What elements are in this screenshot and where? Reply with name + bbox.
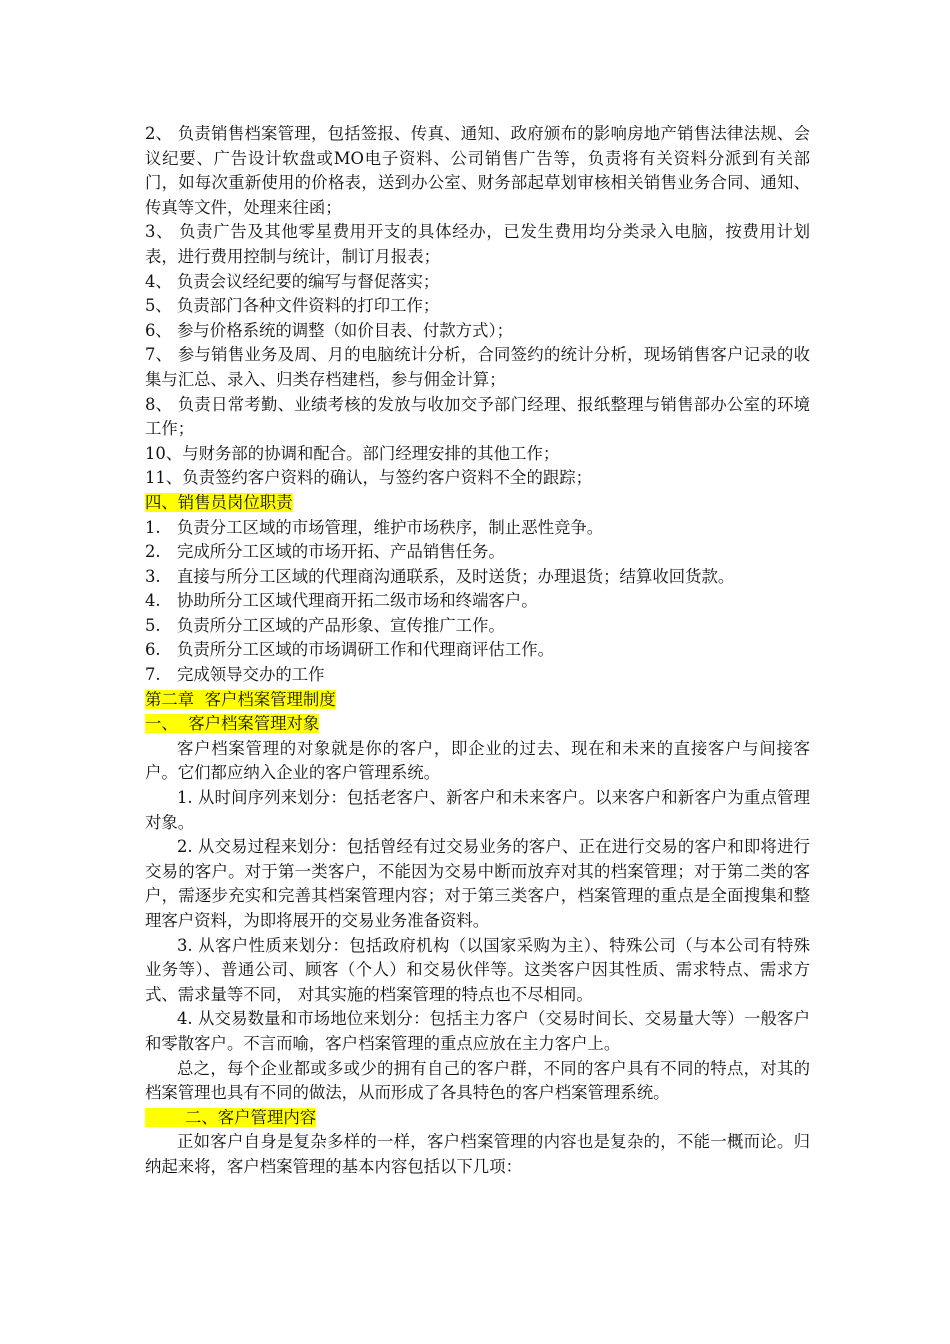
body-paragraph: 客户档案管理的对象就是你的客户，即企业的过去、现在和未来的直接客户与间接客户。它们都应纳入企业的客户管理系统。 [145, 738, 810, 783]
duty-item-4: 4、 负责会议经纪要的编写与督促落实； [145, 271, 440, 291]
body-paragraph: 4. 从交易数量和市场地位来划分：包括主力客户（交易时间长、交易量大等）一般客户和零散客户。不言而喻，客户档案管理的重点应放在主力客户上。 [145, 1009, 810, 1053]
section-heading [145, 491, 810, 516]
list-text: 直接与所分工区域的代理商沟通联系，及时送货；办理退货；结算收回货款。 [177, 566, 735, 586]
duty-item-3: 3、 负责广告及其他零星费用开支的具体经办，已发生费用均分类录入电脑，按费用计划表，进行费用控制与统计，制订月报表； [145, 222, 810, 266]
list-number: 3. [145, 566, 161, 586]
list-text: 完成所分工区域的市场开拓、产品销售任务。 [177, 542, 505, 562]
list-text: 负责所分工区域的市场调研工作和代理商评估工作。 [177, 640, 554, 660]
body-paragraph: 3. 从客户性质来划分：包括政府机构（以国家采购为主）、特殊公司（与本公司有特殊业务等）、普通公司、顾客（个人）和交易伙伴等。这类客户因其性质、需求特点、需求方式、需求量等不同， 对其实施的档案管理的特点也不尽相同。 [145, 935, 810, 1004]
body-paragraph: 2. 从交易过程来划分：包括曾经有过交易业务的客户、正在进行交易的客户和即将进行交易的客户。对于第一类客户，不能因为交易中断而放弃对其的档案管理；对于第二类的客户，需逐步充实和完善其档案管理内容；对于第三类客户，档案管理的重点是全面搜集和整理客户资料，为即将展开的交易业务准备资料。 [145, 837, 810, 930]
sub1-heading: 一、 客户档案管理对象 [145, 714, 320, 734]
chapter-heading [145, 688, 810, 713]
duty-item-2: 2、 负责销售档案管理，包括签报、传真、通知、政府颁布的影响房地产销售法律法规、会议纪要、广告设计软盘或MO电子资料、公司销售广告等，负责将有关资料分派到有关部门，如每次重新使用的价格表，送到办公室、财务部起草划审核相关销售业务合同、通知、传真等文件，处理来往函； [145, 124, 810, 217]
list-item [145, 540, 810, 565]
list-item [145, 516, 810, 541]
sub2-heading-text: 二、客户管理内容 [185, 1107, 317, 1127]
duty-item-10: 10、与财务部的协调和配合。部门经理安排的其他工作； [145, 443, 560, 463]
list-number: 7. [145, 665, 161, 685]
list-item [145, 663, 810, 688]
list-text: 完成领导交办的工作 [177, 665, 325, 685]
body-paragraph: 正如客户自身是复杂多样的一样，客户档案管理的内容也是复杂的，不能一概而论。归纳起来将，客户档案管理的基本内容包括以下几项： [145, 1132, 810, 1176]
list-number: 4. [145, 591, 161, 611]
body-paragraph: 总之，每个企业都或多或少的拥有自己的客户群，不同的客户具有不同的特点，对其的档案管理也具有不同的做法，从而形成了各具特色的客户档案管理系统。 [145, 1058, 810, 1103]
list-text: 负责所分工区域的产品形象、宣传推广工作。 [177, 615, 505, 635]
list-number: 1. [145, 517, 161, 537]
list-item [145, 614, 810, 639]
document-page [145, 122, 810, 1180]
list-number: 5. [145, 615, 161, 635]
list-item [145, 638, 810, 663]
subsection-heading [145, 1106, 810, 1131]
section4-heading: 四、销售员岗位职责 [145, 492, 293, 512]
body-paragraph: 1. 从时间序列来划分：包括老客户、新客户和未来客户。以来客户和新客户为重点管理对象。 [145, 788, 810, 832]
list-item [145, 565, 810, 590]
list-text: 协助所分工区域代理商开拓二级市场和终端客户。 [177, 591, 538, 611]
duty-item-11: 11、负责签约客户资料的确认，与签约客户资料不全的跟踪； [145, 468, 593, 488]
sub2-heading [145, 1108, 316, 1127]
chapter2-title: 第二章 客户档案管理制度 [145, 689, 336, 709]
duty-item-8: 8、 负责日常考勤、业绩考核的发放与收加交予部门经理、报纸整理与销售部办公室的环境工作； [145, 394, 810, 439]
duty-item-5: 5、 负责部门各种文件资料的打印工作； [145, 296, 440, 316]
list-text: 负责分工区域的市场管理，维护市场秩序，制止恶性竞争。 [177, 517, 604, 537]
list-number: 2. [145, 542, 161, 562]
subsection-heading [145, 712, 810, 737]
duty-item-7: 7、 参与销售业务及周、月的电脑统计分析，合同签约的统计分析，现场销售客户记录的收集与汇总、录入、归类存档建档，参与佣金计算； [145, 345, 810, 389]
list-number: 6. [145, 640, 161, 660]
duty-item-6: 6、 参与价格系统的调整（如价目表、付款方式）； [145, 320, 514, 340]
list-item [145, 589, 810, 614]
